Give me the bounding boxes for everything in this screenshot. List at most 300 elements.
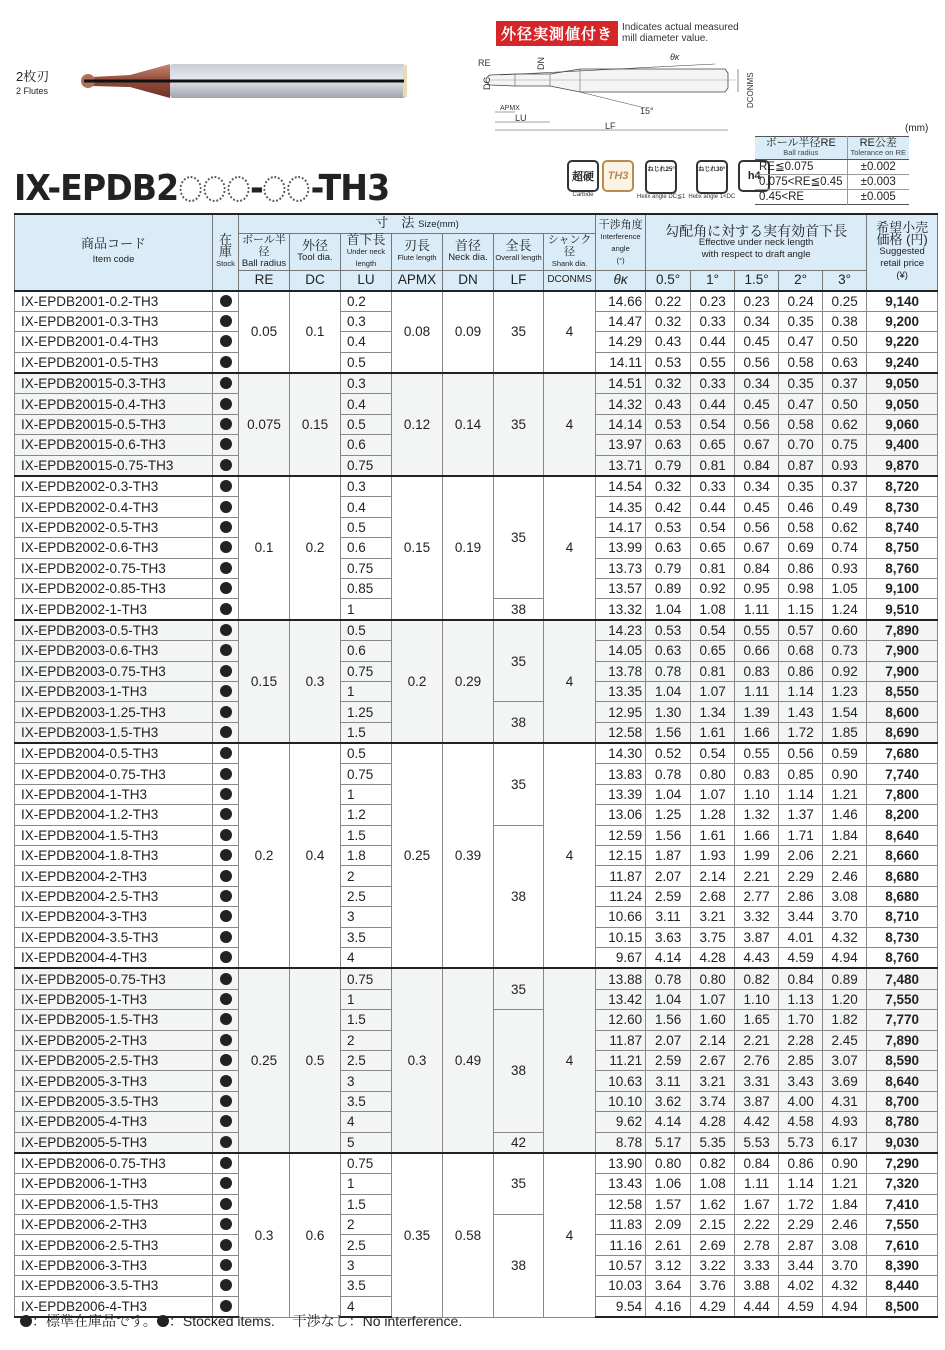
effective-length: 1.04 <box>646 784 691 804</box>
placeholder-circle <box>179 176 201 202</box>
lf-value: 35 <box>494 743 544 825</box>
stock-dot-icon <box>220 685 232 697</box>
effective-length: 1.14 <box>779 784 823 804</box>
effective-length: 0.90 <box>823 764 867 784</box>
effective-length: 2.59 <box>646 1050 691 1070</box>
table-row <box>15 968 938 989</box>
interference-angle: 11.16 <box>596 1235 646 1255</box>
effective-length: 0.45 <box>735 332 779 352</box>
effective-length: 2.06 <box>779 846 823 866</box>
lu-value: 3 <box>341 1255 392 1275</box>
effective-length: 1.39 <box>735 702 779 722</box>
dn-value: 0.39 <box>443 743 494 968</box>
stock-dot-icon <box>220 1177 232 1189</box>
table-row <box>15 1153 938 1174</box>
stock-dot-icon <box>220 603 232 615</box>
effective-length: 0.45 <box>735 394 779 414</box>
lu-value: 4 <box>341 1112 392 1132</box>
effective-length: 4.00 <box>779 1091 823 1111</box>
dc-value: 0.6 <box>290 1153 341 1317</box>
stock-cell <box>213 497 239 517</box>
stock-dot-icon <box>220 951 232 963</box>
effective-length: 1.28 <box>691 805 735 825</box>
effective-length: 0.93 <box>823 558 867 578</box>
item-code: IX-EPDB2002-0.75-TH3 <box>15 558 213 578</box>
effective-length: 0.65 <box>691 538 735 558</box>
effective-length: 0.84 <box>735 455 779 476</box>
stock-dot-icon <box>220 335 232 347</box>
dc-value: 0.15 <box>290 373 341 476</box>
effective-length: 1.20 <box>823 989 867 1009</box>
re-tolerance-table <box>755 136 909 205</box>
retail-price: 7,740 <box>867 764 938 784</box>
interference-angle: 12.60 <box>596 1010 646 1030</box>
stock-dot-icon <box>220 644 232 656</box>
item-code: IX-EPDB2001-0.2-TH3 <box>15 291 213 312</box>
dn-value: 0.49 <box>443 968 494 1153</box>
effective-length: 4.14 <box>646 948 691 969</box>
effective-length: 1.24 <box>823 599 867 620</box>
note-line-1: Indicates actual measured <box>622 22 739 33</box>
item-code: IX-EPDB2004-2-TH3 <box>15 866 213 886</box>
dconms-header: シャンク径 Shank dia. <box>544 234 596 271</box>
effective-length: 3.87 <box>735 927 779 947</box>
interference-angle: 11.24 <box>596 886 646 906</box>
retail-price: 7,550 <box>867 989 938 1009</box>
effective-length: 0.44 <box>691 394 735 414</box>
lf-value: 35 <box>494 968 544 1009</box>
helix-30-icon: ねじれ30° <box>696 160 728 194</box>
effective-length: 0.80 <box>691 968 735 989</box>
stock-dot-icon <box>220 706 232 718</box>
effective-length: 0.55 <box>735 620 779 641</box>
effective-length: 0.32 <box>646 476 691 497</box>
re-col-header: ボール半径RE Ball radius <box>755 137 847 160</box>
effective-length: 4.43 <box>735 948 779 969</box>
item-code: IX-EPDB2003-0.5-TH3 <box>15 620 213 641</box>
retail-price: 9,140 <box>867 291 938 312</box>
stock-cell <box>213 332 239 352</box>
effective-length: 1.11 <box>735 599 779 620</box>
item-code: IX-EPDB2006-3.5-TH3 <box>15 1276 213 1296</box>
effective-length: 0.37 <box>823 373 867 394</box>
effective-length: 0.63 <box>646 538 691 558</box>
retail-price: 9,870 <box>867 455 938 476</box>
effective-length: 1.10 <box>735 784 779 804</box>
effective-length: 0.37 <box>823 476 867 497</box>
placeholder-circle <box>264 176 286 202</box>
effective-length: 1.72 <box>779 722 823 743</box>
effective-length: 0.54 <box>691 517 735 537</box>
stock-dot-icon <box>220 398 232 410</box>
angle-1.5-header: 1.5° <box>735 271 779 291</box>
effective-length: 4.31 <box>823 1091 867 1111</box>
effective-length: 3.75 <box>691 927 735 947</box>
stock-cell <box>213 661 239 681</box>
item-code: IX-EPDB2004-2.5-TH3 <box>15 886 213 906</box>
effective-length: 1.54 <box>823 702 867 722</box>
item-code: IX-EPDB2002-0.3-TH3 <box>15 476 213 497</box>
stock-cell <box>213 1255 239 1275</box>
stock-dot-icon <box>220 521 232 533</box>
effective-length: 0.82 <box>735 968 779 989</box>
effective-length: 0.35 <box>779 311 823 331</box>
effective-length: 3.64 <box>646 1276 691 1296</box>
effective-length: 4.28 <box>691 1112 735 1132</box>
effective-length: 5.73 <box>779 1132 823 1153</box>
effective-length: 0.74 <box>823 538 867 558</box>
stock-cell <box>213 1050 239 1070</box>
retail-price: 7,770 <box>867 1010 938 1030</box>
re-value: 0.1 <box>239 476 290 620</box>
stock-dot-icon <box>220 910 232 922</box>
item-code: IX-EPDB2006-2-TH3 <box>15 1215 213 1235</box>
stock-cell <box>213 1174 239 1194</box>
re-value: 0.05 <box>239 291 290 374</box>
interference-angle: 10.57 <box>596 1255 646 1275</box>
stock-note-en: ：Stocked items. <box>168 1313 275 1329</box>
effective-length: 0.92 <box>691 578 735 598</box>
lu-value: 1.5 <box>341 1194 392 1214</box>
item-code: IX-EPDB2002-0.4-TH3 <box>15 497 213 517</box>
product-series-title <box>14 168 389 209</box>
table-row <box>15 743 938 764</box>
effective-length: 0.53 <box>646 517 691 537</box>
stock-cell <box>213 722 239 743</box>
interference-angle: 14.51 <box>596 373 646 394</box>
interference-angle: 14.54 <box>596 476 646 497</box>
lu-value: 0.2 <box>341 291 392 312</box>
retail-price: 8,720 <box>867 476 938 497</box>
effective-length: 0.33 <box>691 311 735 331</box>
lu-value: 1 <box>341 681 392 701</box>
measured-diameter-note <box>622 22 739 44</box>
stock-cell <box>213 1276 239 1296</box>
stock-dot-icon <box>220 849 232 861</box>
diagram-dn-label: DN <box>536 57 546 70</box>
effective-length: 0.67 <box>735 435 779 455</box>
stock-cell <box>213 1235 239 1255</box>
flutes-jp: 2枚刃 <box>16 69 50 84</box>
effective-length: 1.21 <box>823 784 867 804</box>
stock-cell <box>213 968 239 989</box>
interference-angle: 10.03 <box>596 1276 646 1296</box>
effective-length: 0.57 <box>779 620 823 641</box>
flutes-label <box>16 70 49 98</box>
specification-table <box>14 213 938 1318</box>
effective-length: 0.59 <box>823 743 867 764</box>
stock-dot-icon <box>220 665 232 677</box>
lu-value: 0.5 <box>341 414 392 434</box>
effective-length: 1.30 <box>646 702 691 722</box>
interference-angle: 10.66 <box>596 907 646 927</box>
effective-length: 1.43 <box>779 702 823 722</box>
effective-length: 3.88 <box>735 1276 779 1296</box>
interference-angle: 14.66 <box>596 291 646 312</box>
item-code: IX-EPDB2005-3-TH3 <box>15 1071 213 1091</box>
table-row <box>15 373 938 394</box>
retail-price: 9,030 <box>867 1132 938 1153</box>
effective-length: 2.78 <box>735 1235 779 1255</box>
retail-price: 8,760 <box>867 948 938 969</box>
item-code: IX-EPDB20015-0.3-TH3 <box>15 373 213 394</box>
interference-angle: 12.59 <box>596 825 646 845</box>
effective-length: 1.72 <box>779 1194 823 1214</box>
effective-length: 0.32 <box>646 373 691 394</box>
effective-length: 1.65 <box>735 1010 779 1030</box>
effective-length: 2.46 <box>823 1215 867 1235</box>
retail-price: 7,550 <box>867 1215 938 1235</box>
retail-price: 8,760 <box>867 558 938 578</box>
effective-length: 3.21 <box>691 907 735 927</box>
lu-value: 2 <box>341 1215 392 1235</box>
effective-length: 0.46 <box>779 497 823 517</box>
effective-length: 1.07 <box>691 989 735 1009</box>
item-code: IX-EPDB2001-0.3-TH3 <box>15 311 213 331</box>
effective-length: 4.02 <box>779 1276 823 1296</box>
placeholder-circle <box>227 176 249 202</box>
effective-length: 5.35 <box>691 1132 735 1153</box>
apmx-value: 0.08 <box>392 291 443 374</box>
interference-angle: 14.23 <box>596 620 646 641</box>
apmx-value: 0.3 <box>392 968 443 1153</box>
helix-25-caption: Helix angle DC≦1 <box>637 194 686 200</box>
stock-dot-icon <box>220 931 232 943</box>
title-separator: - <box>249 168 263 209</box>
item-code: IX-EPDB2003-1-TH3 <box>15 681 213 701</box>
footer-legend <box>20 1311 462 1331</box>
retail-price: 7,890 <box>867 1030 938 1050</box>
effective-length: 3.44 <box>779 1255 823 1275</box>
effective-length: 0.62 <box>823 517 867 537</box>
lu-value: 1.8 <box>341 846 392 866</box>
lu-value: 1 <box>341 599 392 620</box>
item-code: IX-EPDB2006-3-TH3 <box>15 1255 213 1275</box>
effective-length: 2.29 <box>779 866 823 886</box>
effective-length: 1.56 <box>646 825 691 845</box>
effective-length: 0.32 <box>646 311 691 331</box>
effective-length: 1.05 <box>823 578 867 598</box>
retail-price: 7,680 <box>867 743 938 764</box>
stock-dot-icon <box>220 1239 232 1251</box>
effective-length: 0.70 <box>779 435 823 455</box>
size-header: 寸 法 Size(mm) <box>239 214 596 234</box>
retail-price: 8,680 <box>867 866 938 886</box>
interference-angle: 13.90 <box>596 1153 646 1174</box>
effective-length: 0.54 <box>691 620 735 641</box>
effective-length: 0.80 <box>646 1153 691 1174</box>
lu-symbol: LU <box>341 271 392 291</box>
effective-length-header: 勾配角に対する実有効首下長 Effective under neck length with respect to draft angle <box>646 214 867 271</box>
effective-length: 2.28 <box>779 1030 823 1050</box>
effective-length: 0.56 <box>779 743 823 764</box>
effective-length: 1.08 <box>691 1174 735 1194</box>
stock-cell <box>213 1112 239 1132</box>
effective-length: 1.34 <box>691 702 735 722</box>
retail-price: 7,900 <box>867 661 938 681</box>
effective-length: 0.92 <box>823 661 867 681</box>
effective-length: 4.44 <box>735 1296 779 1317</box>
lu-value: 2 <box>341 866 392 886</box>
effective-length: 3.87 <box>735 1091 779 1111</box>
stock-dot-icon <box>220 1259 232 1271</box>
diagram-lu-label: LU <box>515 113 527 123</box>
effective-length: 0.24 <box>779 291 823 312</box>
retail-price: 8,730 <box>867 927 938 947</box>
effective-length: 1.32 <box>735 805 779 825</box>
item-code-header: 商品コード Item code <box>15 214 213 291</box>
effective-length: 0.84 <box>735 558 779 578</box>
effective-length: 0.43 <box>646 394 691 414</box>
feature-icons <box>567 160 770 205</box>
effective-length: 1.14 <box>779 681 823 701</box>
item-code: IX-EPDB20015-0.4-TH3 <box>15 394 213 414</box>
effective-length: 0.63 <box>646 641 691 661</box>
effective-length: 1.66 <box>735 722 779 743</box>
lu-value: 0.75 <box>341 455 392 476</box>
retail-price: 7,320 <box>867 1174 938 1194</box>
dconms-value: 4 <box>544 291 596 374</box>
effective-length: 3.07 <box>823 1050 867 1070</box>
effective-length: 0.82 <box>691 1153 735 1174</box>
stock-cell <box>213 743 239 764</box>
interference-angle: 14.14 <box>596 414 646 434</box>
stock-dot-icon <box>220 624 232 636</box>
dc-value: 0.4 <box>290 743 341 968</box>
effective-length: 0.66 <box>735 641 779 661</box>
effective-length: 1.85 <box>823 722 867 743</box>
stock-cell <box>213 784 239 804</box>
effective-length: 0.54 <box>691 414 735 434</box>
lu-value: 3.5 <box>341 927 392 947</box>
lu-value: 0.4 <box>341 332 392 352</box>
stock-dot-icon <box>220 1013 232 1025</box>
stock-dot-icon <box>220 1157 232 1169</box>
effective-length: 3.70 <box>823 907 867 927</box>
effective-length: 3.70 <box>823 1255 867 1275</box>
effective-length: 0.65 <box>691 435 735 455</box>
effective-length: 1.23 <box>823 681 867 701</box>
re-value: 0.2 <box>239 743 290 968</box>
stock-dot-icon <box>220 1279 232 1291</box>
stock-dot-icon <box>220 1198 232 1210</box>
apmx-value: 0.25 <box>392 743 443 968</box>
placeholder-circle <box>288 176 310 202</box>
lu-value: 0.5 <box>341 620 392 641</box>
stock-dot-icon <box>220 501 232 513</box>
stock-cell <box>213 1091 239 1111</box>
interference-angle: 11.87 <box>596 866 646 886</box>
lu-value: 0.5 <box>341 352 392 373</box>
stock-cell <box>213 620 239 641</box>
th3-icon-wrap <box>602 160 634 205</box>
stock-cell <box>213 414 239 434</box>
effective-length: 1.04 <box>646 599 691 620</box>
stock-dot-icon <box>220 459 232 471</box>
dn-value: 0.14 <box>443 373 494 476</box>
stock-dot-icon <box>157 1315 169 1327</box>
retail-price: 7,890 <box>867 620 938 641</box>
item-code: IX-EPDB2004-3-TH3 <box>15 907 213 927</box>
effective-length: 3.44 <box>779 907 823 927</box>
lu-value: 0.75 <box>341 558 392 578</box>
effective-length: 0.69 <box>779 538 823 558</box>
lu-value: 5 <box>341 1132 392 1153</box>
stock-cell <box>213 805 239 825</box>
retail-price: 7,480 <box>867 968 938 989</box>
stock-cell <box>213 989 239 1009</box>
effective-length: 0.62 <box>823 414 867 434</box>
dn-symbol: DN <box>443 271 494 291</box>
effective-length: 2.85 <box>779 1050 823 1070</box>
effective-length: 5.17 <box>646 1132 691 1153</box>
apmx-value: 0.15 <box>392 476 443 620</box>
effective-length: 0.22 <box>646 291 691 312</box>
effective-length: 2.77 <box>735 886 779 906</box>
effective-length: 2.87 <box>779 1235 823 1255</box>
lf-value: 38 <box>494 599 544 620</box>
angle-2-header: 2° <box>779 271 823 291</box>
carbide-caption: Carbide <box>572 192 594 198</box>
effective-length: 2.76 <box>735 1050 779 1070</box>
flutes-en: 2 Flutes <box>16 86 49 96</box>
interference-angle: 14.11 <box>596 352 646 373</box>
effective-length: 4.59 <box>779 948 823 969</box>
effective-length: 1.56 <box>646 1010 691 1030</box>
re-symbol: RE <box>239 271 290 291</box>
effective-length: 0.63 <box>646 435 691 455</box>
angle-1-header: 1° <box>691 271 735 291</box>
effective-length: 1.07 <box>691 681 735 701</box>
effective-length: 2.86 <box>779 886 823 906</box>
stock-cell <box>213 927 239 947</box>
stock-header: 在庫 Stock <box>213 214 239 291</box>
dconms-value: 4 <box>544 743 596 968</box>
interference-angle: 13.39 <box>596 784 646 804</box>
interference-angle: 13.99 <box>596 538 646 558</box>
stock-cell <box>213 476 239 497</box>
lu-value: 3.5 <box>341 1276 392 1296</box>
interference-angle: 9.62 <box>596 1112 646 1132</box>
effective-length: 1.46 <box>823 805 867 825</box>
th3-coating-icon: TH3 <box>602 160 634 192</box>
diagram-dc-label: DC <box>482 77 492 90</box>
effective-length: 1.25 <box>646 805 691 825</box>
dc-value: 0.1 <box>290 291 341 374</box>
dc-value: 0.3 <box>290 620 341 743</box>
effective-length: 2.22 <box>735 1215 779 1235</box>
effective-length: 0.53 <box>646 352 691 373</box>
stock-dot-icon <box>220 890 232 902</box>
effective-length: 1.66 <box>735 825 779 845</box>
effective-length: 2.15 <box>691 1215 735 1235</box>
stock-dot-icon <box>220 1075 232 1087</box>
dconms-symbol: DCONMS <box>544 271 596 291</box>
retail-price: 8,440 <box>867 1276 938 1296</box>
effective-length: 3.08 <box>823 1235 867 1255</box>
retail-price: 7,900 <box>867 641 938 661</box>
lu-value: 3 <box>341 907 392 927</box>
retail-price: 8,550 <box>867 681 938 701</box>
lf-value: 35 <box>494 373 544 476</box>
table-row <box>15 620 938 641</box>
effective-length: 3.11 <box>646 1071 691 1091</box>
effective-length: 0.73 <box>823 641 867 661</box>
interference-angle: 13.57 <box>596 578 646 598</box>
effective-length: 0.58 <box>779 517 823 537</box>
table-row <box>15 291 938 312</box>
effective-length: 2.61 <box>646 1235 691 1255</box>
